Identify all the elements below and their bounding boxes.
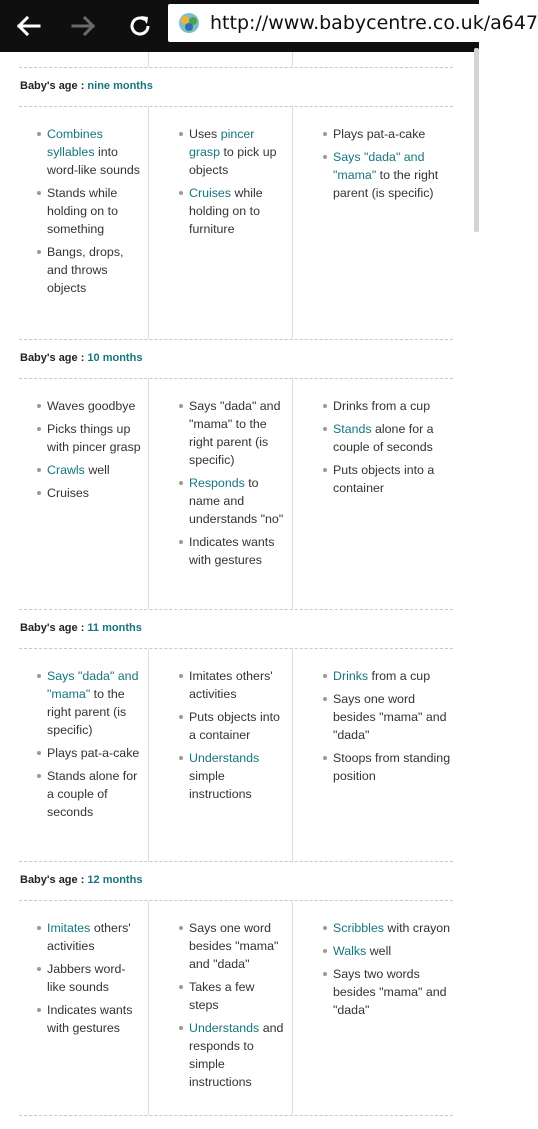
milestone-column xyxy=(189,667,285,808)
milestone-item: Stands alone for a couple of seconds xyxy=(47,767,143,821)
milestone-item: Combines syllables into word-like sounds xyxy=(47,125,143,179)
milestone-item: Puts objects into a container xyxy=(189,708,285,744)
age-header xyxy=(19,340,453,379)
age-header-text xyxy=(20,874,142,886)
milestone-link[interactable]: Crawls xyxy=(47,463,85,477)
age-label: Baby's age : xyxy=(20,622,88,634)
milestone-link[interactable]: Understands xyxy=(189,1021,260,1035)
back-arrow-icon xyxy=(15,15,41,37)
milestone-link[interactable]: Says "dada" and "mama" xyxy=(333,150,425,182)
forward-arrow-icon xyxy=(71,15,97,37)
milestone-item: Drinks from a cup xyxy=(333,667,453,685)
milestone-row xyxy=(19,901,453,1116)
milestone-item: Stands while holding on to something xyxy=(47,184,143,238)
milestone-item: Imitates others' activities xyxy=(47,919,143,955)
age-label: Baby's age : xyxy=(20,80,88,92)
address-bar[interactable] xyxy=(168,4,538,42)
milestone-column xyxy=(333,397,453,502)
milestone-column xyxy=(189,125,285,243)
milestone-item: Plays pat-a-cake xyxy=(333,125,453,143)
age-header-text xyxy=(20,80,153,92)
milestone-item: Says "dada" and "mama" to the right parent (is specific) xyxy=(47,667,143,739)
milestone-item: Imitates others' activities xyxy=(189,667,285,703)
milestone-item: Responds to name and understands "no" xyxy=(189,476,284,526)
milestone-item: Uses pincer grasp to pick up objects xyxy=(189,125,285,179)
reload-icon xyxy=(128,14,152,38)
site-favicon-icon xyxy=(178,12,200,34)
milestone-item: Stoops from standing position xyxy=(333,749,453,785)
age-header-text xyxy=(20,622,142,634)
browser-toolbar xyxy=(0,0,538,52)
milestone-column xyxy=(47,125,143,302)
milestone-link[interactable]: Cruises xyxy=(189,186,231,200)
milestone-item: Cruises xyxy=(47,484,143,502)
back-button[interactable] xyxy=(0,0,56,52)
milestone-item: Walks well xyxy=(333,942,453,960)
milestones-table xyxy=(0,52,479,1116)
age-header xyxy=(19,610,453,649)
milestone-column xyxy=(333,667,453,790)
milestone-item: Plays pat-a-cake xyxy=(47,744,143,762)
age-header xyxy=(19,68,453,107)
milestone-row xyxy=(19,649,453,862)
milestone-link[interactable]: Says "dada" and "mama" xyxy=(47,669,139,701)
milestone-column xyxy=(189,919,285,1096)
url-text: http://www.babycentre.co.uk/a647 xyxy=(210,12,538,34)
milestone-item: Says one word besides "mama" and "dada" xyxy=(333,690,453,744)
milestone-item: Understands and responds to simple instructions xyxy=(189,1021,284,1089)
age-value: 11 months xyxy=(87,622,142,634)
column-divider xyxy=(292,107,293,339)
milestone-item: Drinks from a cup xyxy=(333,397,453,415)
milestone-link[interactable]: Drinks xyxy=(333,669,369,683)
milestone-item: Says "dada" and "mama" to the right parent (is specific) xyxy=(189,397,285,469)
milestone-column xyxy=(333,125,453,207)
milestone-item: Waves goodbye xyxy=(47,397,143,415)
milestone-item: Says one word besides "mama" and "dada" xyxy=(189,919,285,973)
column-divider xyxy=(148,379,149,609)
age-header-text xyxy=(20,352,142,364)
milestone-column xyxy=(189,397,285,574)
milestone-column xyxy=(333,919,453,1024)
milestone-link[interactable]: Responds xyxy=(189,476,245,490)
previous-row-bottom xyxy=(19,52,453,68)
column-divider xyxy=(148,107,149,339)
milestone-link[interactable]: Imitates xyxy=(47,921,91,935)
milestone-column xyxy=(47,919,143,1042)
milestone-item: Jabbers word-like sounds xyxy=(47,960,143,996)
milestone-item: Crawls well xyxy=(47,461,143,479)
milestone-item: Picks things up with pincer grasp xyxy=(47,420,143,456)
milestone-item: Understands simple instructions xyxy=(189,749,285,803)
milestone-link[interactable]: pincer grasp xyxy=(189,127,255,159)
milestone-item: Says "dada" and "mama" to the right parent (is specific) xyxy=(333,148,453,202)
milestone-item: Indicates wants with gestures xyxy=(189,533,285,569)
milestone-item: Takes a few steps xyxy=(189,978,285,1014)
age-value: nine months xyxy=(87,80,153,92)
age-label: Baby's age : xyxy=(20,352,88,364)
milestone-link[interactable]: Stands xyxy=(333,422,372,436)
age-value: 10 months xyxy=(87,352,143,364)
milestone-item: Stands alone for a couple of seconds xyxy=(333,420,453,456)
milestone-item: Says two words besides "mama" and "dada" xyxy=(333,965,453,1019)
milestone-link[interactable]: Scribbles xyxy=(333,921,384,935)
milestone-item: Puts objects into a container xyxy=(333,461,453,497)
age-label: Baby's age : xyxy=(20,874,88,886)
reload-button[interactable] xyxy=(112,0,168,52)
milestone-item: Cruises while holding on to furniture xyxy=(189,184,285,238)
age-header xyxy=(19,862,453,901)
column-divider xyxy=(292,649,293,861)
milestone-row xyxy=(19,379,453,610)
column-divider xyxy=(148,901,149,1115)
age-value: 12 months xyxy=(87,874,143,886)
forward-button[interactable] xyxy=(56,0,112,52)
milestone-item: Bangs, drops, and throws objects xyxy=(47,243,143,297)
column-divider xyxy=(292,379,293,609)
milestone-link[interactable]: Combines syllables xyxy=(47,127,103,159)
milestone-row xyxy=(19,107,453,340)
milestone-column xyxy=(47,397,143,507)
milestone-item: Indicates wants with gestures xyxy=(47,1001,143,1037)
milestone-link[interactable]: Understands xyxy=(189,751,260,765)
milestone-item: Scribbles with crayon xyxy=(333,919,453,937)
milestone-column xyxy=(47,667,143,826)
column-divider xyxy=(148,649,149,861)
milestone-link[interactable]: Walks xyxy=(333,944,367,958)
column-divider xyxy=(292,901,293,1115)
